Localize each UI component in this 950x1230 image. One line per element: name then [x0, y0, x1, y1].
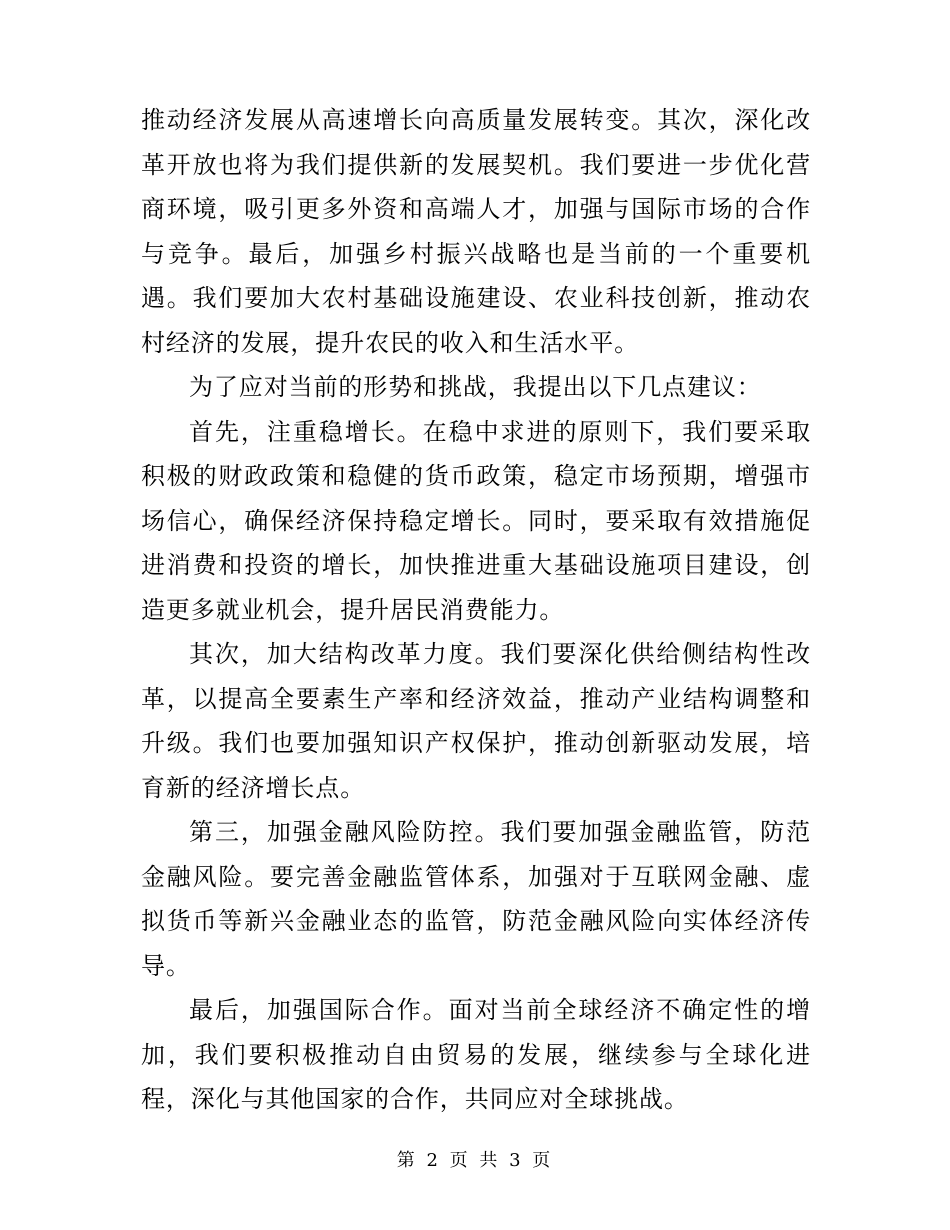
document-body [141, 98, 811, 1122]
page-number-footer: 第 2 页 共 3 页 [396, 1150, 554, 1171]
paragraph-international-cooperation: 最后，加强国际合作。面对当前全球经济不确定性的增加，我们要积极推动自由贸易的发展，继续参与全球化进程，深化与其他国家的合作，共同应对全球挑战。 [141, 996, 811, 1113]
paragraph-continuation: 推动经济发展从高速增长向高质量发展转变。其次，深化改革开放也将为我们提供新的发展契机。我们要进一步优化营商环境，吸引更多外资和高端人才，加强与国际市场的合作与竞争。最后，加强乡村振兴战略也是当前的一个重要机遇。我们要加大农村基础设施建设、农业科技创新，推动农村经济的发展，提升农民的收入和生活水平。 [141, 106, 811, 357]
paragraph-financial-risk: 第三，加强金融风险防控。我们要加强金融监管，防范金融风险。要完善金融监管体系，加强对于互联网金融、虚拟货币等新兴金融业态的监管，防范金融风险向实体经济传导。 [141, 818, 811, 980]
paragraph-stable-growth: 首先，注重稳增长。在稳中求进的原则下，我们要采取积极的财政政策和稳健的货币政策，稳定市场预期，增强市场信心，确保经济保持稳定增长。同时，要采取有效措施促进消费和投资的增长，加快推进重大基础设施项目建设，创造更多就业机会，提升居民消费能力。 [141, 417, 811, 624]
paragraph-structural-reform: 其次，加大结构改革力度。我们要深化供给侧结构性改革，以提高全要素生产率和经济效益，推动产业结构调整和升级。我们也要加强知识产权保护，推动创新驱动发展，培育新的经济增长点。 [141, 640, 811, 802]
paragraph-suggestions-intro: 为了应对当前的形势和挑战，我提出以下几点建议： [189, 373, 762, 401]
